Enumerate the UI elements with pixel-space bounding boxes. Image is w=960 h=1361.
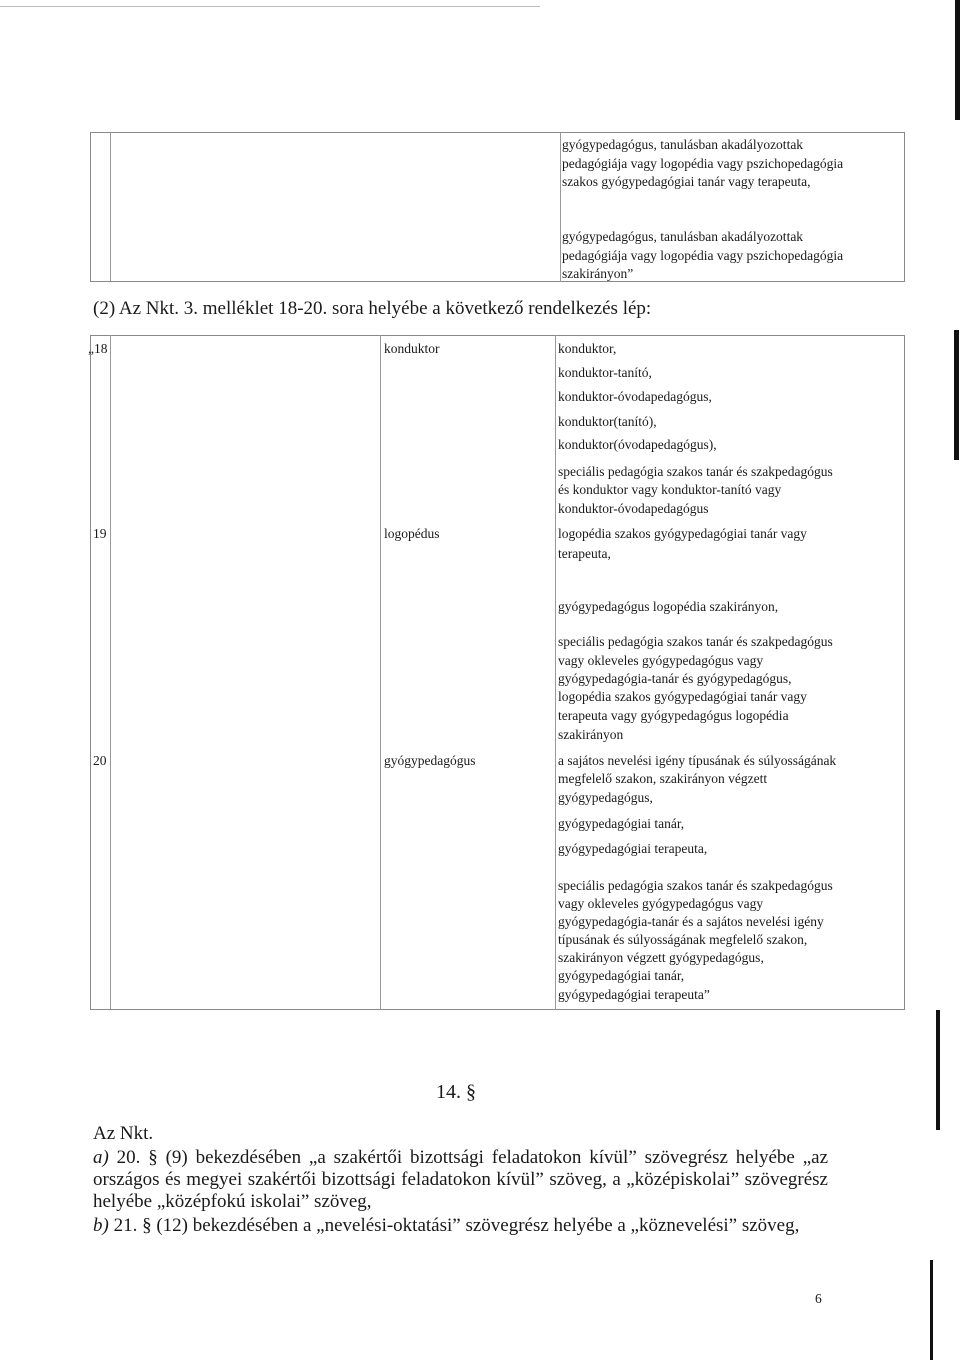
scan-edge-bar-middle [954,330,959,460]
row-qualification-line: konduktor(óvodapedagógus), [558,437,717,452]
row-qualification-line: speciális pedagógia szakos tanár és szakpedagógus [558,878,833,893]
row-qualification-line: gyógypedagógia-tanár és gyógypedagógus, [558,671,792,686]
table-continuation-line: gyógypedagógus, tanulásban akadályozottak [562,137,804,152]
row-qualification-line: konduktor-óvodapedagógus [558,501,709,516]
paragraph-b-text: 21. § (12) bekezdésében a „nevelési-oktatási” szövegrész helyébe a „köznevelési” szöveg, [113,1215,800,1236]
amendment-heading: (2) Az Nkt. 3. melléklet 18-20. sora helyébe a következő rendelkezés lép: [93,298,652,319]
paragraph-a-marker: a) [93,1147,109,1168]
row-qualification-line: gyógypedagógiai terapeuta” [558,987,710,1002]
row-qualification-line: szakirányon [558,727,624,742]
row-role: logopédus [384,526,440,541]
row-number: 20 [93,753,107,768]
row-role: konduktor [384,341,440,356]
page-number: 6 [815,1291,822,1306]
row-qualification-line: gyógypedagógia-tanár és a sajátos nevelési igény [558,914,824,929]
row-qualification-line: a sajátos nevelési igény típusának és súlyosságának [558,753,837,768]
nkt-label: Az Nkt. [93,1123,154,1144]
row-qualification-line: típusának és súlyosságának megfelelő szakon, [558,932,808,947]
table-amendment-divider-3 [555,335,556,1010]
paragraph-b-marker: b) [93,1215,109,1236]
row-qualification-line: vagy okleveles gyógypedagógus vagy [558,896,764,911]
paragraph-a [93,1147,828,1213]
row-qualification-line: konduktor(tanító), [558,414,657,429]
row-qualification-line: terapeuta, [558,546,611,561]
scan-artifact-line [0,6,540,7]
row-qualification-line: konduktor-tanító, [558,365,652,380]
scan-edge-bar-bottom [930,1260,933,1360]
scan-edge-bar-lower [936,1010,940,1130]
row-qualification-line: speciális pedagógia szakos tanár és szakpedagógus [558,634,833,649]
row-role: gyógypedagógus [384,753,476,768]
row-qualification-line: és konduktor vagy konduktor-tanító vagy [558,482,782,497]
row-qualification-line: konduktor, [558,341,617,356]
section-title: 14. § [436,1081,476,1103]
row-qualification-line: konduktor-óvodapedagógus, [558,389,712,404]
row-qualification-line: speciális pedagógia szakos tanár és szakpedagógus [558,464,833,479]
row-qualification-line: megfelelő szakon, szakirányon végzett [558,771,768,786]
row-qualification-line: logopédia szakos gyógypedagógiai tanár vagy [558,526,807,541]
table-amendment-divider-1 [110,335,111,1010]
row-qualification-line: szakirányon végzett gyógypedagógus, [558,950,764,965]
row-qualification-line: gyógypedagógiai tanár, [558,968,685,983]
row-qualification-line: logopédia szakos gyógypedagógiai tanár vagy [558,689,807,704]
table-continuation-line: szakirányon” [562,266,634,281]
table-continuation-divider-1 [110,132,111,282]
paragraph-b [93,1215,828,1237]
row-number: 19 [93,526,107,541]
row-qualification-line: gyógypedagógiai tanár, [558,816,685,831]
row-qualification-line: gyógypedagógus logopédia szakirányon, [558,599,779,614]
row-qualification-line: gyógypedagógiai terapeuta, [558,841,708,856]
table-continuation-divider-2 [560,132,561,282]
table-continuation-line: gyógypedagógus, tanulásban akadályozottak [562,229,804,244]
row-qualification-line: vagy okleveles gyógypedagógus vagy [558,653,764,668]
table-amendment-divider-2 [380,335,381,1010]
table-continuation-line: pedagógiája vagy logopédia vagy pszichopedagógia [562,247,844,263]
row-qualification-line: gyógypedagógus, [558,790,653,805]
row-qualification-line: terapeuta vagy gyógypedagógus logopédia [558,708,789,723]
paragraph-a-text: 20. § (9) bekezdésében „a szakértői bizottsági feladatokon kívül” szövegrész helyébe „az országos és megyei szakértői bizottsági feladatokon kívül” szöveg, a „középiskolai” szövegrész helyébe „középfokú iskolai” szöveg, [93,1147,828,1212]
table-continuation-line: szakos gyógypedagógiai tanár vagy terapeuta, [562,174,811,189]
table-continuation-line: pedagógiája vagy logopédia vagy pszichopedagógia [562,155,844,171]
row-number: „18 [88,341,108,356]
scan-edge-bar-top [955,0,960,120]
